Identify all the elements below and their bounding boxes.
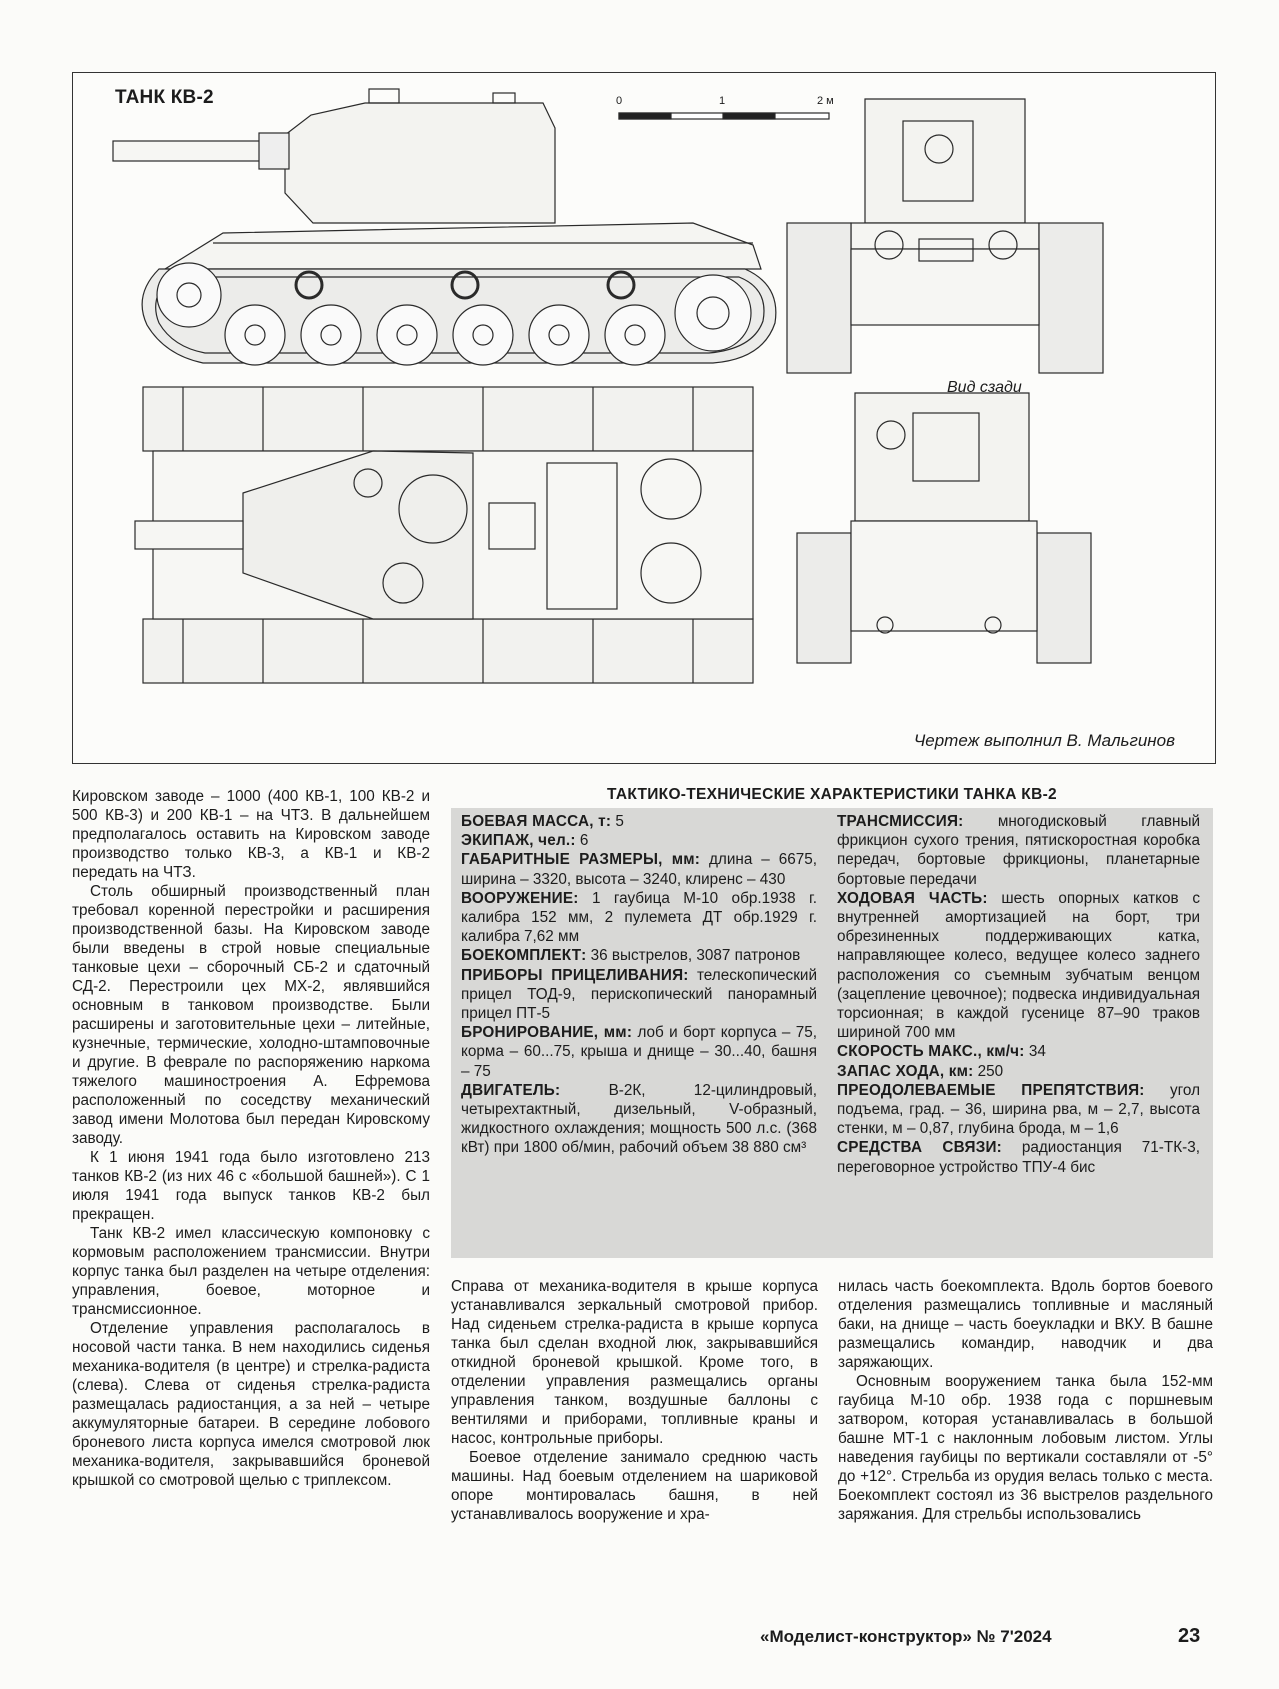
spec-label: ЭКИПАЖ, чел.: [461,832,576,850]
spec-value: 250 [977,1062,1004,1080]
paragraph: Кировском заводе – 1000 (400 КВ-1, 100 КВ-2 и 500 КВ-3) и 200 КВ-1 – на ЧТЗ. В дальнейшем предполагалось оставить на Кировском заводе производство только КВ-3, а КВ-1 и КВ-2 передать на ЧТЗ. [72,788,430,881]
paragraph: Справа от механика-водителя в крыше корпуса устанавливался зеркальный смотровой прибор. Над сиденьем стрелка-радиста в крыше корпуса танка был сделан входной люк, закрывавшийся откидной броневой крышкой. Кроме того, в отделении управления размещались органы управления танком, воздушные баллоны с вентилями и приборами, топливные краны и насос, контрольные приборы. [451,1278,818,1447]
spec-label: БРОНИРОВАНИЕ, мм: [461,1024,633,1042]
spec-value: 36 выстрелов, 3087 патронов [590,947,801,965]
spec-item [837,812,1200,889]
spec-label: ВООРУЖЕНИЕ: [461,889,579,907]
spec-item [461,812,817,831]
spec-item [837,1138,1200,1176]
spec-item [461,966,817,1024]
spec-item [837,1062,1200,1081]
spec-value: телескопический прицел ТОД-9, перископический панорамный прицел ПТ-5 [461,966,817,1023]
spec-value: шесть опорных катков с внутренней амортизацией на борт, три обрезиненных поддерживающих катка, направляющее колесо, ведущее колесо заднего расположения со съемным зубчатым венцом (зацепление цевочное); подвеска индивидуальная торсионная; в каждой гусенице 87–90 траков шириной 700 мм [837,889,1200,1042]
tank-front-view [797,393,1091,663]
spec-item [837,1042,1200,1061]
paragraph: Столь обширный производственный план требовал коренной перестройки и расширения производственной базы. На Кировском заводе были введены в строй новые специальные танковые цехи – сборочный СБ-2 и сдаточный СД-2. Перестроили цех МХ-2, являвшийся основным в танковом производстве. Были расширены и заготовительные цехи – литейные, кузнечные, термические, холодно-штамповочные и другие. В феврале по распоряжению наркома тяжелого машиностроения А. Ефремова расположенный по соседству механический завод имени Молотова был передан Кировскому заводу. [72,883,430,1147]
scale-tick-0: 0 [616,95,623,107]
spec-value: 5 [615,813,624,830]
spec-label: ХОДОВАЯ ЧАСТЬ: [837,889,988,907]
text-column-3 [838,1277,1213,1524]
specs-left-column [461,812,817,1158]
spec-value: многодисковый главный фрикцион сухого трения, пятискоростная коробка передач, бортовые фрикционы, планетарные бортовые передачи [837,813,1200,888]
magazine-footer: «Моделист-конструктор» № 7'2024 [760,1627,1052,1646]
spec-label: СКОРОСТЬ МАКС., км/ч: [837,1043,1025,1061]
spec-item [461,831,817,850]
tank-top-view [135,387,753,683]
spec-item [837,889,1200,1043]
tank-drawing-panel [72,72,1216,764]
tank-side-view [113,89,776,365]
paragraph: К 1 июня 1941 года было изготовлено 213 танков КВ-2 (из них 46 с «большой башней»). С 1 июля 1941 года выпуск танков КВ-2 был прекращен. [72,1149,430,1223]
scale-tick-2: 2 м [817,95,834,107]
spec-label: ТРАНСМИССИЯ: [837,813,964,830]
paragraph: Танк КВ-2 имел классическую компоновку с кормовым расположением трансмиссии. Внутри корпус танка был разделен на четыре отделения: управления, боевое, моторное и трансмиссионное. [72,1225,430,1318]
spec-label: ГАБАРИТНЫЕ РАЗМЕРЫ, мм: [461,851,701,869]
spec-value: угол подъема, град. – 36, ширина рва, м – 2,7, высота стенки, м – 0,87, глубина брода, м – 1,6 [837,1081,1200,1138]
spec-value: длина – 6675, ширина – 3320, высота – 3240, клиренс – 430 [461,851,817,888]
specs-heading: ТАКТИКО-ТЕХНИЧЕСКИЕ ХАРАКТЕРИСТИКИ ТАНКА КВ-2 [607,786,1057,803]
spec-label: БОЕКОМПЛЕКТ: [461,947,587,965]
spec-label: БОЕВАЯ МАССА, т: [461,813,612,830]
spec-label: ПРЕОДОЛЕВАЕМЫЕ ПРЕПЯТСТВИЯ: [837,1081,1145,1099]
spec-item [461,946,817,965]
text-column-2 [451,1277,818,1524]
specs-right-column [837,812,1200,1177]
page-number: 23 [1178,1625,1201,1647]
paragraph: нилась часть боекомплекта. Вдоль бортов боевого отделения размещались топливные и масляный баки, на днище – часть боеукладки и ВКУ. В башне размещались командир, наводчик и два заряжающих. [838,1278,1213,1371]
paragraph: Основным вооружением танка была 152-мм гаубица М-10 обр. 1938 года с поршневым затвором, которая устанавливалась в большой башне МТ-1 с наклонным лобовым листом. Углы наведения гаубицы по вертикали составляли от -5° до +12°. Стрельба из орудия велась только с места. Боекомплект состоял из 36 выстрелов раздельного заряжания. Для стрельбы использовались [838,1373,1213,1523]
spec-item [461,1023,817,1081]
spec-value: 34 [1028,1043,1046,1061]
spec-value: 1 гаубица М-10 обр.1938 г. калибра 152 мм, 2 пулемета ДТ обр.1929 г. калибра 7,62 мм [461,889,817,946]
paragraph: Отделение управления располагалось в носовой части танка. В нем находились сиденья механика-водителя (в центре) и стрелка-радиста (слева). Слева от сиденья стрелка-радиста размещалась радиостанция, а за ней – четыре аккумуляторные батареи. В середине лобового броневого листа корпуса имелся смотровой люк механика-водителя, закрывавшийся броневой крышкой со смотровой щелью с триплексом. [72,1320,430,1489]
spec-item [461,889,817,947]
spec-value: В-2К, 12-цилиндровый, четырехтактный, дизельный, V-образный, жидкостного охлаждения; мощность 500 л.с. (368 кВт) при 1800 об/мин, рабочий объем 38 880 см³ [461,1081,817,1157]
spec-value: 6 [579,832,589,850]
spec-label: ПРИБОРЫ ПРИЦЕЛИВАНИЯ: [461,966,689,984]
tank-rear-view [787,99,1103,373]
paragraph: Боевое отделение занимало среднюю часть машины. Над боевым отделением на шариковой опоре монтировалась башня, в ней устанавливалось вооружение и хра- [451,1449,818,1523]
text-column-1 [72,787,430,1490]
rear-view-caption: Вид сзади [947,379,1022,396]
scale-bar [619,113,829,119]
spec-label: ЗАПАС ХОДА, км: [837,1062,974,1080]
spec-value: лоб и борт корпуса – 75, корма – 60...75, крыша и днище – 30...40, башня – 75 [461,1024,817,1080]
tank-kv2-line-drawing [73,73,1217,765]
drawing-title: ТАНК КВ-2 [115,87,214,108]
author-caption: Чертеж выполнил В. Мальгинов [913,731,1175,750]
spec-value: радиостанция 71-ТК-3, переговорное устройство ТПУ-4 бис [837,1139,1200,1176]
spec-item [461,850,817,888]
spec-item [837,1081,1200,1139]
scale-tick-1: 1 [719,95,726,107]
spec-label: СРЕДСТВА СВЯЗИ: [837,1139,1002,1157]
spec-label: ДВИГАТЕЛЬ: [461,1081,561,1099]
spec-item [461,1081,817,1158]
